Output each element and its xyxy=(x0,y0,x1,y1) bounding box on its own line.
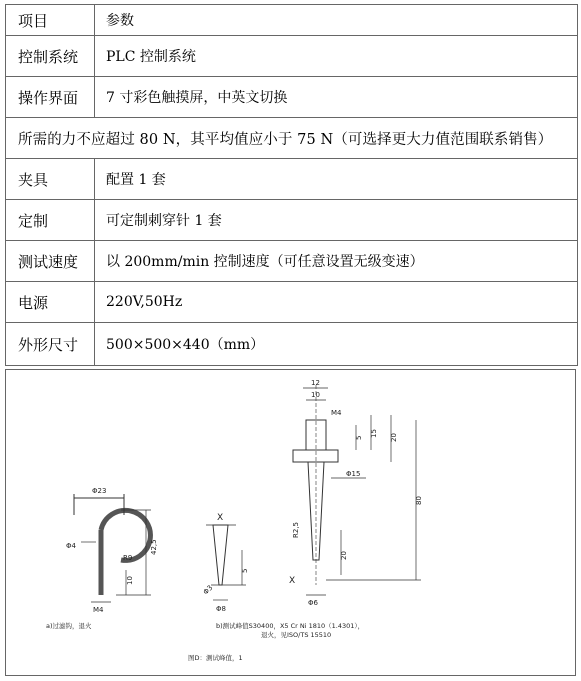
table-row xyxy=(6,241,577,282)
caption-b1: b)测试峰值S30400，X5 Cr Ni 1810（1.4301）， xyxy=(216,622,365,630)
dim-r: R9 xyxy=(123,554,133,562)
row-value: PLC 控制系统 xyxy=(106,49,196,65)
row-value: 220V,50Hz xyxy=(106,294,183,310)
table-row xyxy=(6,159,577,200)
dim-d4: Φ4 xyxy=(66,542,76,550)
technical-drawing xyxy=(5,369,576,676)
table-note-row xyxy=(6,118,577,159)
header-value: 参数 xyxy=(106,13,134,29)
dim-d23: Φ23 xyxy=(92,487,107,495)
dim-h: 42,5 xyxy=(150,539,158,555)
dim-h20: 20 xyxy=(390,433,398,442)
table-row xyxy=(6,323,577,366)
row-value: 7 寸彩色触摸屏，中英文切换 xyxy=(106,90,288,106)
caption-b2: 退火，见ISO/TS 15510 xyxy=(261,631,332,639)
table-header-row xyxy=(6,5,577,36)
pin-drawing xyxy=(293,385,421,595)
table-row xyxy=(6,36,577,77)
dim-d6: Φ6 xyxy=(308,599,318,607)
row-key: 定制 xyxy=(6,200,95,240)
row-value: 以 200mm/min 控制速度（可任意设置无级变速） xyxy=(106,254,424,270)
dim-d8: Φ8 xyxy=(216,605,226,613)
row-key: 夹具 xyxy=(6,159,95,199)
caption-main: 图D：测试峰值，1 xyxy=(188,654,243,662)
row-value: 可定制刺穿针 1 套 xyxy=(106,213,222,229)
row-value: 500×500×440（mm） xyxy=(106,337,265,353)
dim-h5: 5 xyxy=(241,568,249,573)
dim-d15: Φ15 xyxy=(346,470,361,478)
dim-h15: 15 xyxy=(370,429,378,438)
dim-w12: 12 xyxy=(311,379,320,387)
caption-a: a)过滤钩，退火 xyxy=(46,622,92,630)
dim-m4: M4 xyxy=(331,409,342,417)
header-key: 项目 xyxy=(6,5,95,35)
pin-x: X xyxy=(289,576,296,586)
row-value: 配置 1 套 xyxy=(106,172,166,188)
dim-h5: 5 xyxy=(355,435,363,440)
row-key: 测试速度 xyxy=(6,241,95,281)
drawing-svg xyxy=(6,370,575,675)
row-key: 控制系统 xyxy=(6,36,95,76)
dim-r25: R2,5 xyxy=(292,522,300,538)
table-row xyxy=(6,77,577,118)
dim-m4: M4 xyxy=(93,606,104,614)
cone-x: X xyxy=(217,513,224,523)
table-row xyxy=(6,200,577,241)
dim-h80: 80 xyxy=(415,496,423,505)
dim-w10: 10 xyxy=(311,391,320,399)
row-key: 电源 xyxy=(6,282,95,322)
dim-h20b: 20 xyxy=(340,551,348,560)
spec-table xyxy=(5,4,578,366)
dim-h10: 10 xyxy=(126,576,134,585)
hook-drawing xyxy=(74,494,151,602)
row-key: 外形尺寸 xyxy=(6,323,95,365)
dim-a: Φ3 xyxy=(201,583,215,597)
row-key: 操作界面 xyxy=(6,77,95,117)
table-row xyxy=(6,282,577,323)
note-text: 所需的力不应超过 80 N，其平均值应小于 75 N（可选择更大力值范围联系销售） xyxy=(18,131,553,148)
